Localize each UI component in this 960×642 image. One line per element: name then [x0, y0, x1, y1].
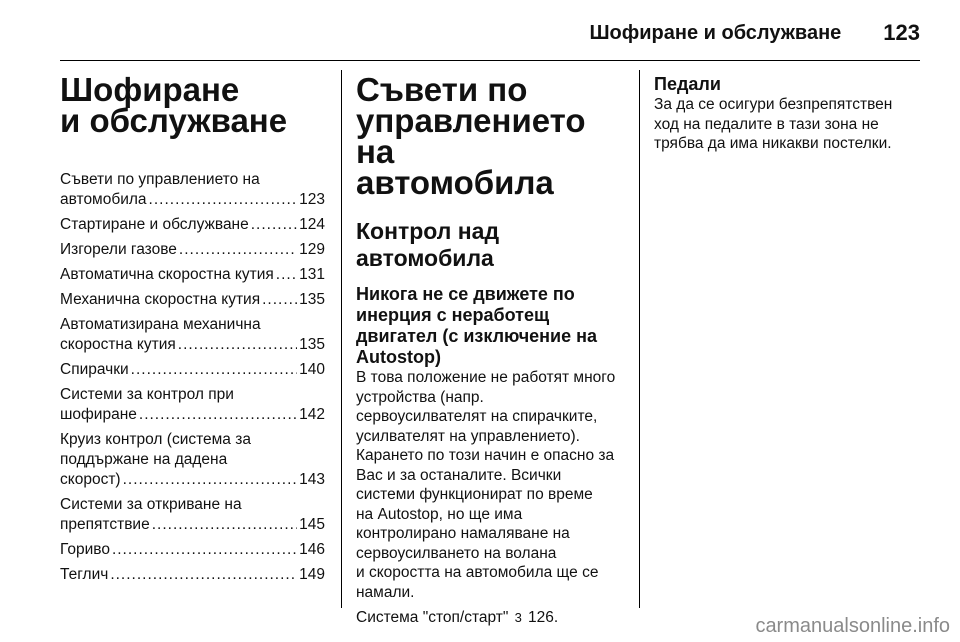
warning-body [356, 368, 626, 602]
body-line: сервоусилвателят на спирачките, [356, 408, 598, 425]
toc-entry[interactable] [60, 540, 325, 560]
watermark: carmanualsonline.info [755, 615, 950, 637]
toc-entry-page: 146 [299, 541, 325, 558]
body-line: сервоусилването на волана [356, 544, 557, 562]
toc-leader-dots [276, 265, 297, 285]
toc-leader-dots [110, 565, 297, 585]
toc-entry-title: скоростна кутия [60, 336, 176, 353]
toc-entry-title: препятствие [60, 516, 150, 533]
subsection-heading: Контрол над автомобила [356, 218, 500, 271]
section-title-line: автомобила [356, 164, 554, 201]
body-line: В това положение не работят много [356, 369, 616, 386]
toc-leader-dots [251, 215, 297, 235]
warning-heading-line: инерция с неработещ [356, 305, 550, 325]
chapter-title [60, 71, 325, 139]
toc-leader-dots [131, 360, 297, 380]
header-title: Шофиране и обслужване [589, 21, 842, 44]
column-divider-2 [639, 70, 640, 608]
body-line: трябва да има никакви постелки. [654, 135, 892, 152]
pedals-heading: Педали [654, 74, 721, 94]
body-line: За да се осигури безпрепятствен [654, 96, 893, 113]
toc-entry-title: Стартиране и обслужване [60, 216, 249, 233]
toc-entry-line: Системи за контрол при [60, 386, 234, 403]
toc-leader-dots [179, 240, 297, 260]
warning-heading-line: Никога не се движете по [356, 284, 575, 304]
toc-entry[interactable] [60, 265, 325, 285]
toc-leader-dots [152, 515, 297, 535]
toc-entry-title: Механична скоростна кутия [60, 291, 261, 308]
toc-leader-dots [149, 190, 298, 210]
toc-entry[interactable] [60, 495, 325, 535]
toc-entry-line: поддържане на дадена [60, 451, 228, 468]
toc-entry-title: шофиране [60, 406, 137, 423]
toc-entry[interactable] [60, 240, 325, 260]
toc-entry-page: 129 [299, 241, 325, 258]
body-line: системи функционират по време [356, 486, 593, 503]
chapter-title-line: Шофиране [60, 71, 240, 108]
body-line: намали. [356, 583, 415, 601]
warning-heading-line: двигател (с изключение на [356, 326, 597, 346]
toc-entry-line: Автоматизирана механична [60, 316, 261, 333]
toc-entry-title: скорост) [60, 471, 121, 488]
page-number: 123 [883, 20, 920, 45]
toc-entry[interactable] [60, 430, 325, 490]
toc-entry[interactable] [60, 360, 325, 380]
toc-entry[interactable] [60, 565, 325, 585]
toc-entry-line: Съвети по управлението на [60, 171, 260, 188]
table-of-contents [60, 170, 325, 585]
toc-leader-dots [112, 540, 297, 560]
body-line: усилвателят на управлението). [356, 427, 580, 445]
reference-text: Система "стоп/старт" [356, 609, 509, 626]
toc-entry[interactable] [60, 385, 325, 425]
body-line: и скоростта на автомобила ще се [356, 564, 599, 581]
toc-entry-title: Изгорели газове [60, 241, 177, 258]
body-line: на Autostop, но ще има [356, 505, 523, 523]
toc-entry-title: Автоматична скоростна кутия [60, 266, 274, 283]
toc-entry[interactable] [60, 170, 325, 210]
section-title-line: управлението на [356, 102, 586, 170]
page-reference-icon: 3 [514, 610, 522, 625]
toc-entry-page: 142 [299, 406, 325, 423]
cross-reference [356, 608, 626, 628]
toc-entry-page: 143 [299, 471, 325, 488]
body-line: Карането по този начин е опасно за [356, 447, 615, 464]
pedals-body [654, 95, 919, 154]
chapter-title-line: и обслужване [60, 102, 288, 139]
column-contents [60, 71, 325, 590]
column-main [356, 71, 626, 634]
body-line: контролирано намаляване на [356, 525, 570, 542]
warning-heading-line: Autostop) [356, 347, 441, 367]
toc-entry-page: 135 [299, 336, 325, 353]
toc-entry-title: автомобила [60, 191, 147, 208]
section-title [356, 71, 626, 201]
toc-entry-page: 124 [299, 216, 325, 233]
body-line: Вас и за останалите. Всички [356, 466, 562, 484]
reference-page[interactable]: 126. [528, 609, 559, 626]
toc-leader-dots [178, 335, 297, 355]
column-divider-1 [341, 70, 342, 608]
toc-entry-title: Гориво [60, 541, 110, 558]
toc-entry[interactable] [60, 215, 325, 235]
toc-entry-page: 131 [299, 266, 325, 283]
body-line: устройства (напр. [356, 388, 484, 406]
toc-entry-page: 123 [299, 191, 325, 208]
toc-entry-title: Теглич [60, 566, 109, 583]
toc-entry[interactable] [60, 290, 325, 310]
toc-entry-line: Круиз контрол (система за [60, 431, 251, 448]
toc-entry-page: 140 [299, 361, 325, 378]
body-line: ход на педалите в тази зона не [654, 115, 879, 133]
warning-heading [356, 284, 626, 368]
toc-entry-page: 149 [299, 566, 325, 583]
toc-entry-line: Системи за откриване на [60, 496, 242, 513]
toc-entry-title: Спирачки [60, 361, 129, 378]
section-title-line: Съвети по [356, 71, 528, 108]
toc-leader-dots [139, 405, 297, 425]
toc-entry-page: 135 [299, 291, 325, 308]
toc-leader-dots [123, 470, 298, 490]
toc-leader-dots [262, 290, 297, 310]
page-header [60, 16, 920, 50]
toc-entry[interactable] [60, 315, 325, 355]
column-pedals [654, 74, 919, 160]
toc-entry-page: 145 [299, 516, 325, 533]
header-rule [60, 60, 920, 61]
